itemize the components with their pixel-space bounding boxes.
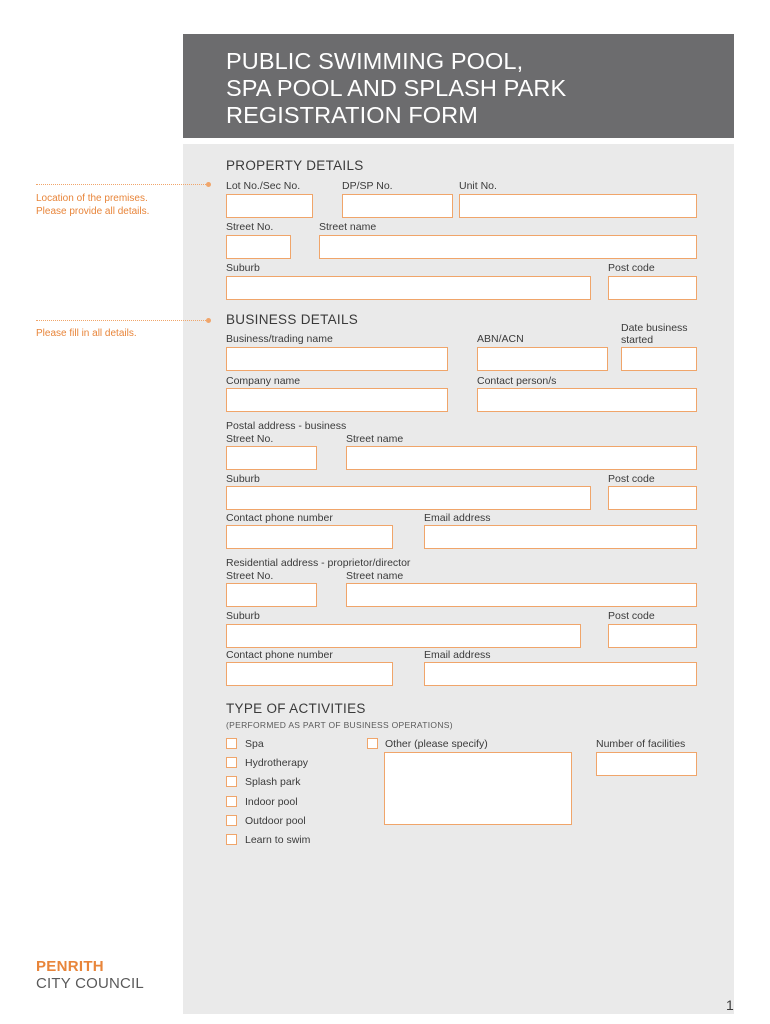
business-phone-label: Contact phone number	[226, 512, 333, 524]
residential-suburb-label: Suburb	[226, 610, 260, 622]
contact-person-field[interactable]	[477, 388, 697, 412]
property-details-heading: PROPERTY DETAILS	[226, 158, 364, 173]
postal-address-heading: Postal address - business	[226, 420, 347, 432]
spa-checkbox[interactable]	[226, 738, 237, 749]
residential-postcode-label: Post code	[608, 610, 655, 622]
facilities-field[interactable]	[596, 752, 697, 776]
property-suburb-field[interactable]	[226, 276, 591, 300]
splash-park-label: Splash park	[245, 776, 301, 788]
council-logo-line-2: CITY COUNCIL	[36, 975, 144, 992]
postal-postcode-field[interactable]	[608, 486, 697, 510]
residential-phone-label: Contact phone number	[226, 649, 333, 661]
property-leader-dot	[206, 182, 211, 187]
activities-heading: TYPE OF ACTIVITIES	[226, 701, 366, 716]
residential-suburb-field[interactable]	[226, 624, 581, 648]
indoor-pool-label: Indoor pool	[245, 796, 298, 808]
postal-street-name-field[interactable]	[346, 446, 697, 470]
facilities-label: Number of facilities	[596, 738, 686, 750]
residential-postcode-field[interactable]	[608, 624, 697, 648]
business-phone-field[interactable]	[226, 525, 393, 549]
company-name-field[interactable]	[226, 388, 448, 412]
lot-field[interactable]	[226, 194, 313, 218]
hydrotherapy-checkbox[interactable]	[226, 757, 237, 768]
indoor-pool-checkbox[interactable]	[226, 796, 237, 807]
other-checkbox[interactable]	[367, 738, 378, 749]
postal-street-no-label: Street No.	[226, 433, 274, 445]
property-note	[36, 192, 149, 218]
property-street-no-field[interactable]	[226, 235, 291, 259]
property-note-line-1: Location of the premises.	[36, 193, 148, 204]
hydrotherapy-label: Hydrotherapy	[245, 757, 309, 769]
splash-park-checkbox[interactable]	[226, 776, 237, 787]
postal-suburb-field[interactable]	[226, 486, 591, 510]
postal-street-name-label: Street name	[346, 433, 404, 445]
residential-street-no-label: Street No.	[226, 570, 274, 582]
learn-to-swim-label: Learn to swim	[245, 834, 311, 846]
property-postcode-field[interactable]	[608, 276, 697, 300]
unit-label: Unit No.	[459, 180, 497, 192]
business-email-field[interactable]	[424, 525, 697, 549]
residential-address-heading: Residential address - proprietor/director	[226, 557, 411, 569]
other-specify-field[interactable]	[384, 752, 572, 825]
property-suburb-label: Suburb	[226, 262, 260, 274]
spa-label: Spa	[245, 738, 264, 750]
business-leader-dot	[206, 318, 211, 323]
activities-subheading: (PERFORMED AS PART OF BUSINESS OPERATIONS)	[226, 720, 453, 730]
postal-postcode-label: Post code	[608, 473, 655, 485]
date-started-label	[621, 322, 688, 346]
residential-email-label: Email address	[424, 649, 491, 661]
property-leader-line	[36, 184, 208, 185]
residential-street-no-field[interactable]	[226, 583, 317, 607]
business-leader-line	[36, 320, 208, 321]
trading-name-label: Business/trading name	[226, 333, 333, 345]
date-started-label-line-2: started	[621, 334, 654, 346]
council-logo-line-1: PENRITH	[36, 958, 104, 975]
property-note-line-2: Please provide all details.	[36, 206, 150, 217]
residential-street-name-label: Street name	[346, 570, 404, 582]
postal-street-no-field[interactable]	[226, 446, 317, 470]
outdoor-pool-label: Outdoor pool	[245, 815, 306, 827]
dp-label: DP/SP No.	[342, 180, 393, 192]
other-label: Other (please specify)	[385, 738, 488, 750]
date-started-field[interactable]	[621, 347, 697, 371]
outdoor-pool-checkbox[interactable]	[226, 815, 237, 826]
lot-label: Lot No./Sec No.	[226, 180, 301, 192]
property-street-name-label: Street name	[319, 221, 377, 233]
business-details-heading: BUSINESS DETAILS	[226, 312, 359, 327]
property-street-no-label: Street No.	[226, 221, 274, 233]
learn-to-swim-checkbox[interactable]	[226, 834, 237, 845]
business-note: Please fill in all details.	[36, 328, 137, 339]
business-email-label: Email address	[424, 512, 491, 524]
property-postcode-label: Post code	[608, 262, 655, 274]
form-title	[226, 48, 706, 129]
title-line-3: REGISTRATION FORM	[226, 102, 478, 128]
title-line-1: PUBLIC SWIMMING POOL,	[226, 48, 524, 74]
postal-suburb-label: Suburb	[226, 473, 260, 485]
title-line-2: SPA POOL AND SPLASH PARK	[226, 75, 567, 101]
residential-email-field[interactable]	[424, 662, 697, 686]
contact-person-label: Contact person/s	[477, 375, 557, 387]
residential-street-name-field[interactable]	[346, 583, 697, 607]
unit-field[interactable]	[459, 194, 697, 218]
company-name-label: Company name	[226, 375, 301, 387]
dp-field[interactable]	[342, 194, 453, 218]
abn-label: ABN/ACN	[477, 333, 524, 345]
date-started-label-line-1: Date business	[621, 322, 688, 334]
abn-field[interactable]	[477, 347, 608, 371]
residential-phone-field[interactable]	[226, 662, 393, 686]
trading-name-field[interactable]	[226, 347, 448, 371]
property-street-name-field[interactable]	[319, 235, 697, 259]
page-number: 1	[726, 997, 734, 1013]
